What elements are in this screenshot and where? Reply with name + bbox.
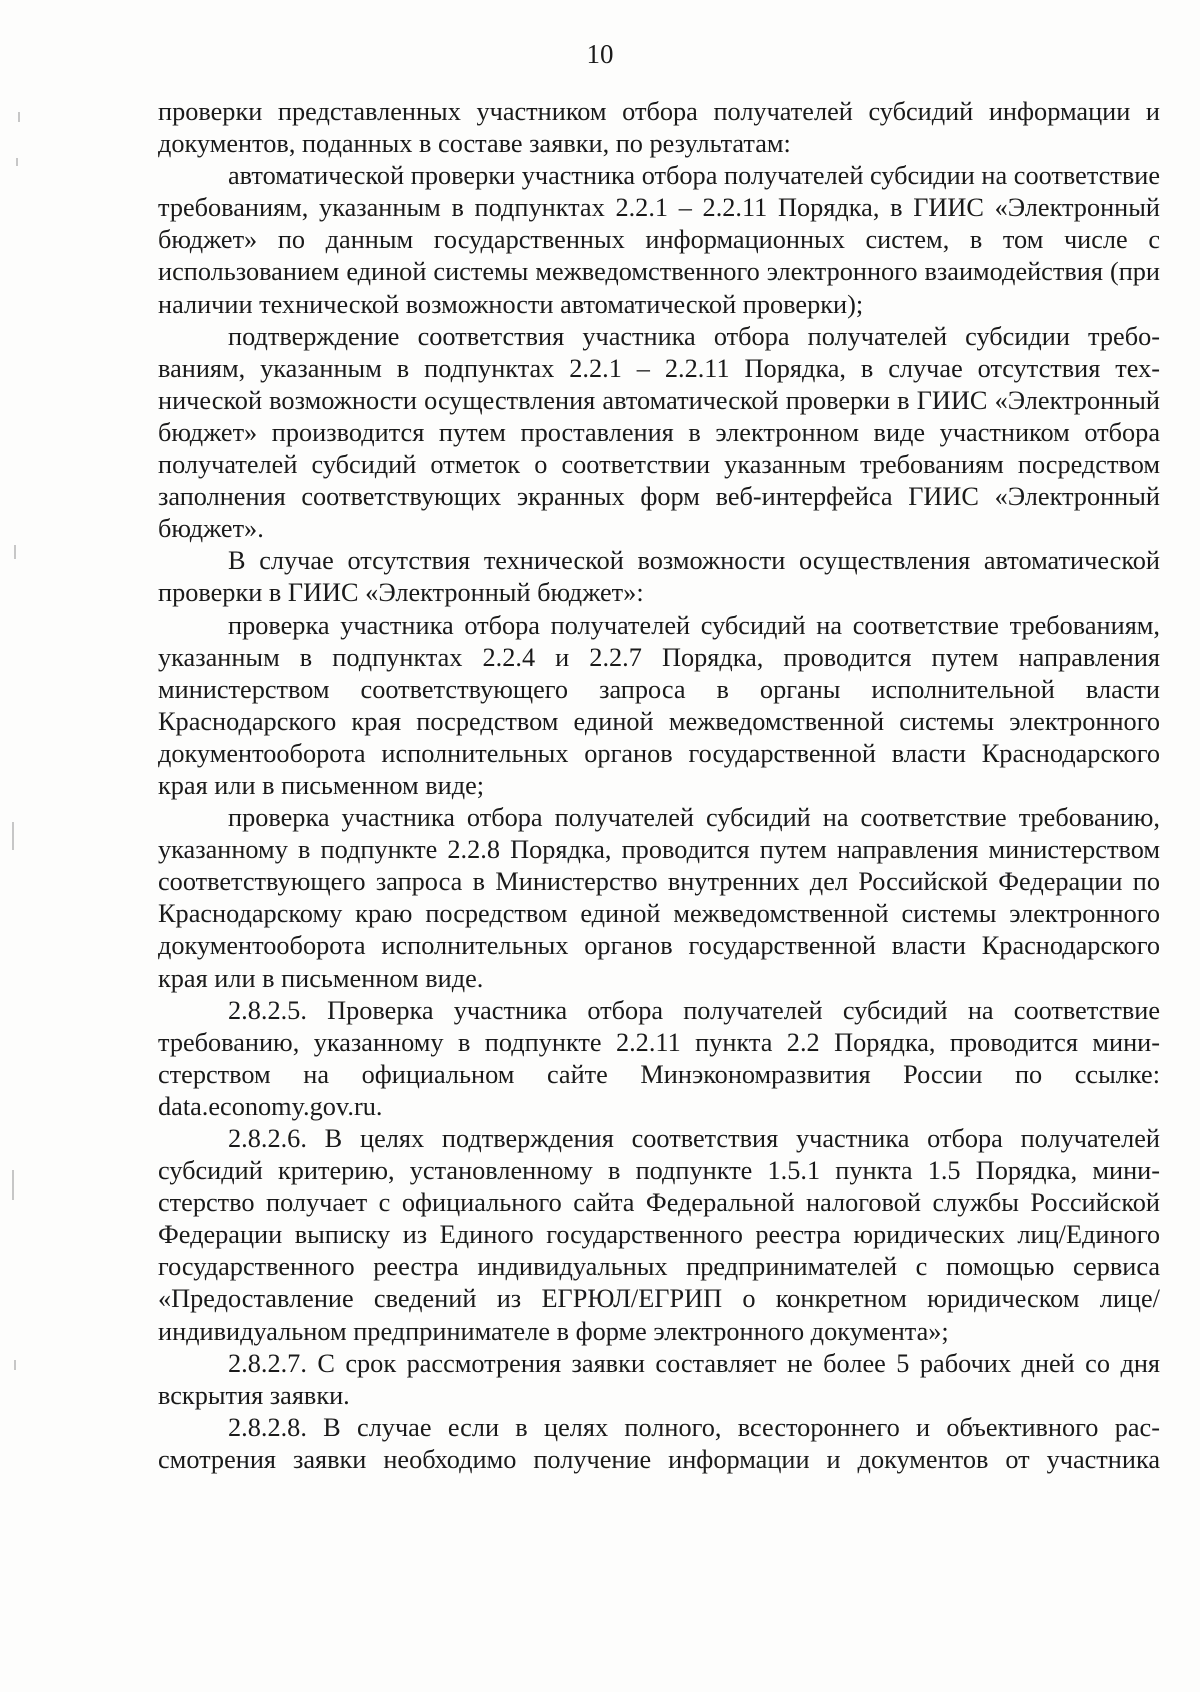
paragraph: 2.8.2.8. В случае если в целях полного, всестороннего и объективного рассмотрения заявки необходимо получение информации и документов от участника <box>158 1412 1160 1474</box>
scan-speck <box>12 822 14 850</box>
paragraph: проверка участника отбора получателей субсидий на соответствие требованиям, указанным в подпунктах 2.2.4 и 2.2.7 Порядка, проводится путем направления министерством соответствующего запроса в органы исполнительной власти Краснодарского края посредством единой межведомственной системы электронного документооборота исполнительных органов государственной власти Краснодарского края или в письменном виде; <box>158 610 1160 800</box>
paragraph: 2.8.2.6. В целях подтверждения соответствия участника отбора получателей субсидий критерию, установленному в подпункте 1.5.1 пункта 1.5 Порядка, министерство получает с официального сайта Федеральной налоговой службы Российской Федерации выписку из Единого государственного реестра юридических лиц/Единого государственного реестра индивидуальных предпринимателей с помощью сервиса «Предоставление сведений из ЕГРЮЛ/ЕГРИП о конкретном юридическом лице/индивидуальном предпринимателе в форме электронного документа»; <box>158 1124 1160 1346</box>
paragraph: 2.8.2.5. Проверка участника отбора получателей субсидий на соответствие требованию, указанному в подпункте 2.2.11 пункта 2.2 Порядка, проводится министерством на официальном сайте Минэкономразвития России по ссылке: data.economy.gov.ru. <box>158 995 1160 1121</box>
paragraph: автоматической проверки участника отбора получателей субсидии на соответствие требованиям, указанным в подпунктах 2.2.1 – 2.2.11 Порядка, в ГИИС «Электронный бюджет» по данным государственных информационных систем, в том числе с использованием единой системы межведомственного электронного взаимодействия (при наличии технической возможности автоматической проверки); <box>158 161 1160 319</box>
paragraph: 2.8.2.7. С срок рассмотрения заявки составляет не более 5 рабочих дней со дня вскрытия заявки. <box>158 1348 1160 1410</box>
page-number: 10 <box>586 39 614 69</box>
paragraph: проверка участника отбора получателей субсидий на соответствие требованию, указанному в подпункте 2.2.8 Порядка, проводится путем направления министерством соответствующего запроса в Министерство внутренних дел Российской Федерации по Краснодарскому краю посредством единой межведомственной системы электронного документооборота исполнительных органов государственной власти Краснодарского края или в письменном виде. <box>158 803 1160 993</box>
scan-speck <box>14 545 16 559</box>
scan-speck <box>14 1360 16 1370</box>
document-body <box>158 96 1160 1476</box>
paragraph: проверки представленных участником отбора получателей субсидий информации и документов, поданных в составе заявки, по результатам: <box>158 97 1160 159</box>
scan-speck <box>18 112 20 122</box>
paragraph: В случае отсутствия технической возможности осуществления автоматической проверки в ГИИС «Электронный бюджет»: <box>158 546 1160 608</box>
scan-speck <box>12 1170 14 1200</box>
paragraph: подтверждение соответствия участника отбора получателей субсидии требованиям, указанным в подпунктах 2.2.1 – 2.2.11 Порядка, в случае отсутствия технической возможности осуществления автоматической проверки в ГИИС «Электронный бюджет» производится путем проставления в электронном виде участником отбора получателей субсидий отметок о соответствии указанным требованиям посредством заполнения соответствующих экранных форм веб-интерфейса ГИИС «Электронный бюджет». <box>158 321 1160 544</box>
scan-speck <box>16 158 18 166</box>
